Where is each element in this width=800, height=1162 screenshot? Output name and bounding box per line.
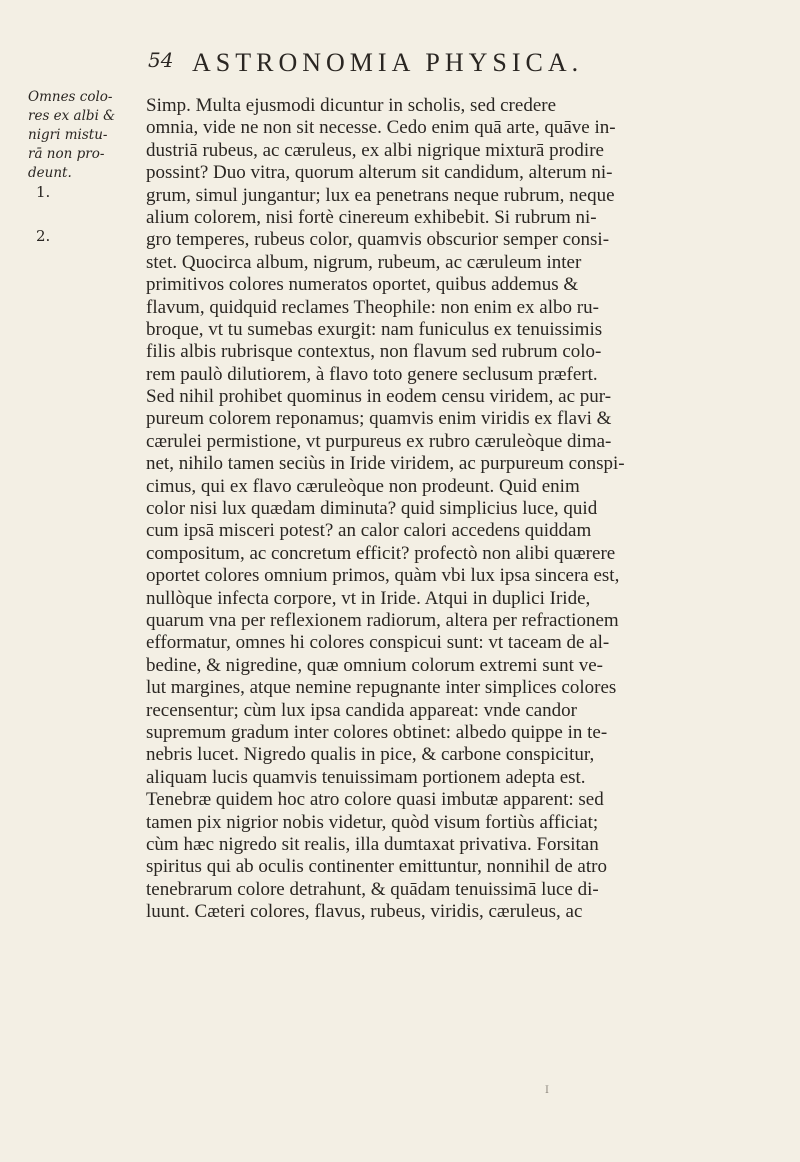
text-line: alium colorem, nisi fortè cinereum exhibebit. Si rubrum ni- <box>146 206 597 228</box>
text-line: aliquam lucis quamvis tenuissimam portionem adepta est. <box>146 766 586 788</box>
text-line: oportet colores omnium primos, quàm vbi lux ipsa sincera est, <box>146 565 620 587</box>
text-line: tamen pix nigrior nobis videtur, quòd visum fortiùs afficiat; <box>146 811 599 833</box>
text-line: efformatur, omnes hi colores conspicui sunt: vt taceam de al- <box>146 632 610 654</box>
page-header <box>0 48 800 88</box>
text-line: stet. Quocirca album, nigrum, rubeum, ac cæruleum inter <box>146 251 582 273</box>
text-line: nullòque infecta corpore, vt in Iride. Atqui in duplici Iride, <box>146 587 591 609</box>
text-line: Simp. Multa ejusmodi dicuntur in scholis, sed credere <box>146 95 557 116</box>
text-line: primitivos colores numeratos oportet, quibus addemus & <box>146 274 579 296</box>
text-line: gro temperes, rubeus color, quamvis obscurior semper consi- <box>146 229 610 251</box>
text-line: net, nihilo tamen seciùs in Iride viridem, ac purpureum conspi- <box>146 453 625 475</box>
text-line: cærulei permistione, vt purpureus ex rubro cæruleòque dima- <box>146 430 612 452</box>
text-line: filis albis rubrisque contextus, non flavum sed rubrum colo- <box>146 341 602 363</box>
running-title: ASTRONOMIA PHYSICA. <box>192 48 584 77</box>
text-line: supremum gradum inter colores obtinet: albedo quippe in te- <box>146 721 608 743</box>
text-line: tenebrarum colore detrahunt, & quādam tenuissimā luce di- <box>146 878 599 900</box>
text-line: Sed nihil prohibet quominus in eodem censu viridem, ac pur- <box>146 386 612 408</box>
text-line: spiritus qui ab oculis continenter emittuntur, nonnihil de atro <box>146 856 607 878</box>
margin-note-line: res ex albi & <box>28 108 116 124</box>
text-line: color nisi lux quædam diminuta? quid simplicius luce, quid <box>146 498 598 520</box>
text-line: grum, simul jungantur; lux ea penetrans neque rubrum, neque <box>146 184 615 206</box>
footer-mark: I <box>545 1085 549 1096</box>
text-line: rem paulò dilutiorem, à flavo toto genere seclusum præfert. <box>146 363 598 385</box>
text-line: lut margines, atque nemine repugnante inter simplices colores <box>146 677 617 699</box>
margin-note-line: deunt. <box>28 165 72 181</box>
text-line: possint? Duo vitra, quorum alterum sit candidum, alterum ni- <box>146 162 613 184</box>
margin-note-line: Omnes colo- <box>28 89 113 105</box>
body-text <box>146 95 776 923</box>
marginal-number: 1. <box>36 183 51 201</box>
text-line: omnia, vide ne non sit necesse. Cedo enim quā arte, quāve in- <box>146 117 616 139</box>
text-line: nebris lucet. Nigredo qualis in pice, & carbone conspicitur, <box>146 744 595 766</box>
text-line: cum ipsā misceri potest? an calor calori accedens quiddam <box>146 520 592 542</box>
text-line: dustriā rubeus, ac cæruleus, ex albi nigrique mixturā prodire <box>146 139 604 161</box>
page-number: 54 <box>148 48 174 72</box>
margin-note-line: nigri mistu- <box>28 127 108 143</box>
text-line: pureum colorem reponamus; quamvis enim viridis ex flavi & <box>146 408 612 430</box>
text-line: broque, vt tu sumebas exurgit: nam funiculus ex tenuissimis <box>146 318 603 340</box>
text-line: cùm hæc nigredo sit realis, illa dumtaxat privativa. Forsitan <box>146 833 599 855</box>
margin-note <box>28 88 128 183</box>
text-line: flavum, quidquid reclames Theophile: non enim ex albo ru- <box>146 296 599 318</box>
text-line: luunt. Cæteri colores, flavus, rubeus, viridis, cæruleus, ac <box>146 901 583 923</box>
text-line: bedine, & nigredine, quæ omnium colorum extremi sunt ve- <box>146 654 603 676</box>
text-line: recensentur; cùm lux ipsa candida appareat: vnde candor <box>146 699 578 721</box>
text-line: Tenebræ quidem hoc atro colore quasi imbutæ apparent: sed <box>146 789 604 811</box>
marginal-number: 2. <box>36 227 51 245</box>
margin-note-line: rā non pro- <box>28 146 105 162</box>
text-line: quarum vna per reflexionem radiorum, altera per refractionem <box>146 609 619 631</box>
text-line: compositum, ac concretum efficit? profectò non alibi quærere <box>146 542 616 564</box>
text-line: cimus, qui ex flavo cæruleòque non prodeunt. Quid enim <box>146 475 580 497</box>
